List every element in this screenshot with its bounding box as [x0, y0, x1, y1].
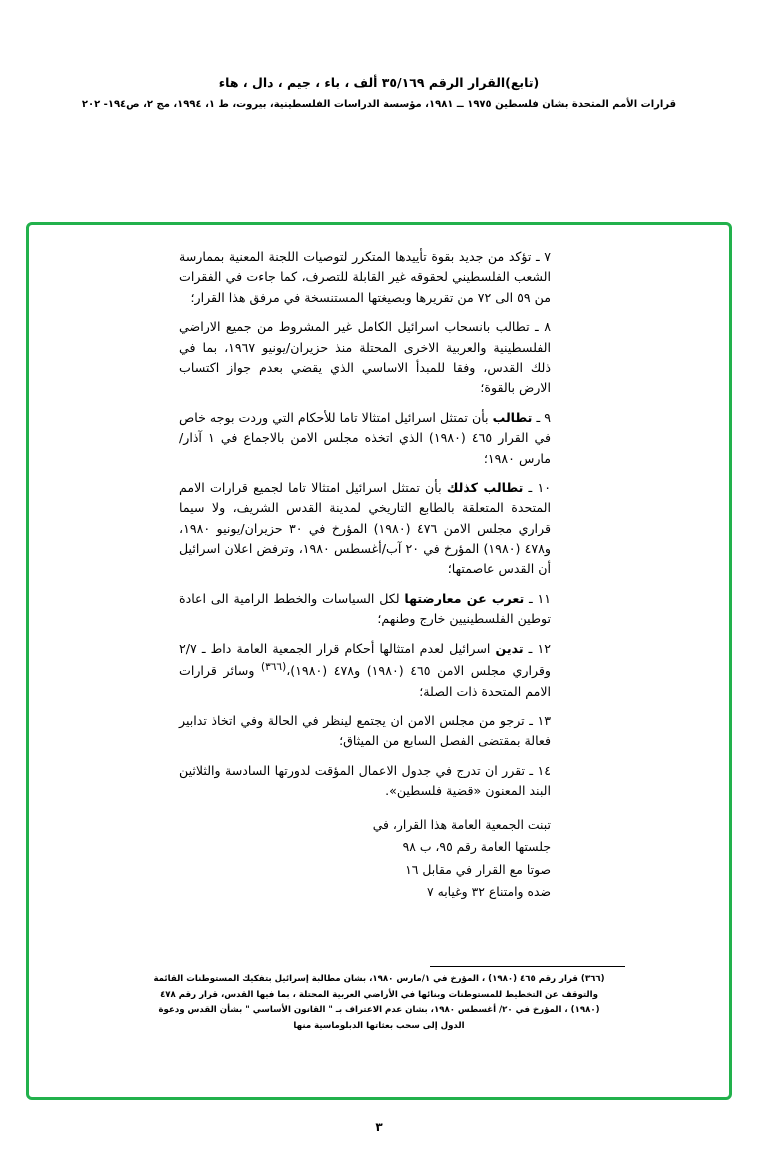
paragraph-13: ١٣ ـ ترجو من مجلس الامن ان يجتمع لينظر في الحالة وفي اتخاذ تدابير فعالة بمقتضى الفصل السابع من الميثاق؛ [179, 713, 551, 749]
paragraph-12: ١٢ ـ تدين اسرائيل لعدم امتثالها أحكام قرار الجمعية العامة داط ـ ٢/٧ وقراري مجلس الامن ٤٦٥ (١٩٨٠) و٤٧٨ (١٩٨٠)،$^{(٣٦٦)}$ وسائر قرارات الامم المتحدة ذات الصلة؛ [179, 640, 551, 699]
page-title: (تابع)القرار الرقم ٣٥/١٦٩ ألف ، باء ، جيم ، دال ، هاء [218, 75, 540, 90]
footnote-line-3: (١٩٨٠) ، المؤرخ في ٢٠/ أغسطس ١٩٨٠، بشان عدم الاعتراف بـ " القانون الأساسي " بشأن القدس ودعوة [158, 1005, 600, 1016]
footnotes-block [69, 966, 689, 1035]
adoption-line-3: صوتا مع القرار في مقابل ١٦ [405, 861, 551, 877]
paragraph-9: ٩ ـ تطالب بأن تمتثل اسرائيل امتثالا تاما للأحكام التي وردت بوجه خاص في القرار ٤٦٥ (١٩٨٠) الذي اتخذه مجلس الامن بالاجماع في ١ آذار/مارس ١٩٨٠؛ [179, 409, 552, 466]
paragraph-7: ٧ ـ تؤكد من جديد بقوة تأييدها المتكرر لتوصيات اللجنة المعنية بممارسة الشعب الفلسطيني لحقوقه غير القابلة للتصرف، كما جاءت في الفقرات من ٥٩ الى ٧٢ من تقريرها وبصيغتها المستنسخة في مرفق هذا القرار؛ [179, 249, 551, 305]
source-citation: قرارات الأمم المتحدة بشان فلسطين ١٩٧٥ ــ ١٩٨١، مؤسسة الدراسات الفلسطينية، بيروت، ط ١، ١٩٩٤، مج ٢، ص١٩٤- ٢٠٢ [81, 98, 677, 110]
resolution-body [179, 247, 551, 906]
paragraph-11: ١١ ـ تعرب عن معارضتها لكل السياسات والخطط الرامية الى اعادة توطين الفلسطينيين خارج وطنهم؛ [179, 590, 552, 627]
content-frame [26, 222, 732, 1100]
footnote-divider [430, 966, 625, 967]
page-number: ٣ [375, 1120, 383, 1134]
footnote-line-2: والتوقف عن التخطيط للمستوطنات وبنائها في الأراضي العربية المحتلة ، بما فيها القدس، قرار رقم ٤٧٨ [160, 989, 598, 1000]
paragraph-8: ٨ ـ تطالب بانسحاب اسرائيل الكامل غير المشروط من جميع الاراضي الفلسطينية والعربية الاخرى المحتلة منذ حزيران/يونيو ١٩٦٧، بما في ذلك القدس، وفقا للمبدأ الاساسي الذي يقضي بعدم جواز اكتساب الارض بالقوة؛ [179, 319, 551, 396]
adoption-line-4: ضده وامتناع ٣٢ وغيابه ٧ [426, 884, 551, 900]
footnote-line-4: الدول إلى سحب بعثاتها الدبلوماسية منها [293, 1020, 465, 1031]
paragraph-14: ١٤ ـ تقرر ان تدرج في جدول الاعمال المؤقت لدورتها السادسة والثلاثين البند المعنون «قضية فلسطين». [179, 762, 551, 799]
document-page [0, 74, 758, 1152]
footnote-line-1: (٣٦٦) قرار رقم ٤٦٥ (١٩٨٠) ، المؤرخ في ١/مارس ١٩٨٠، بشان مطالبة إسرائيل بتفكيك المستوطنات القائمة [153, 974, 605, 985]
adoption-line-1: تبنت الجمعية العامة هذا القرار، في [372, 816, 551, 832]
adoption-note [179, 816, 551, 902]
document-header [0, 74, 758, 110]
paragraph-10: ١٠ ـ تطالب كذلك بأن تمتثل اسرائيل امتثالا تاما لجميع قرارات الامم المتحدة المتعلقة بالطابع التاريخي لمدينة القدس الشريف، ولا سيما قراري مجلس الامن ٤٧٦ (١٩٨٠) المؤرخ في ٣٠ حزيران/يونيو ١٩٨٠، و٤٧٨ (١٩٨٠) المؤرخ في ٢٠ آب/أغسطس ١٩٨٠، وترفض اعلان اسرائيل أن القدس عاصمتها؛ [179, 479, 552, 577]
adoption-line-2: جلستها العامة رقم ٩٥، ب ٩٨ [402, 839, 551, 855]
